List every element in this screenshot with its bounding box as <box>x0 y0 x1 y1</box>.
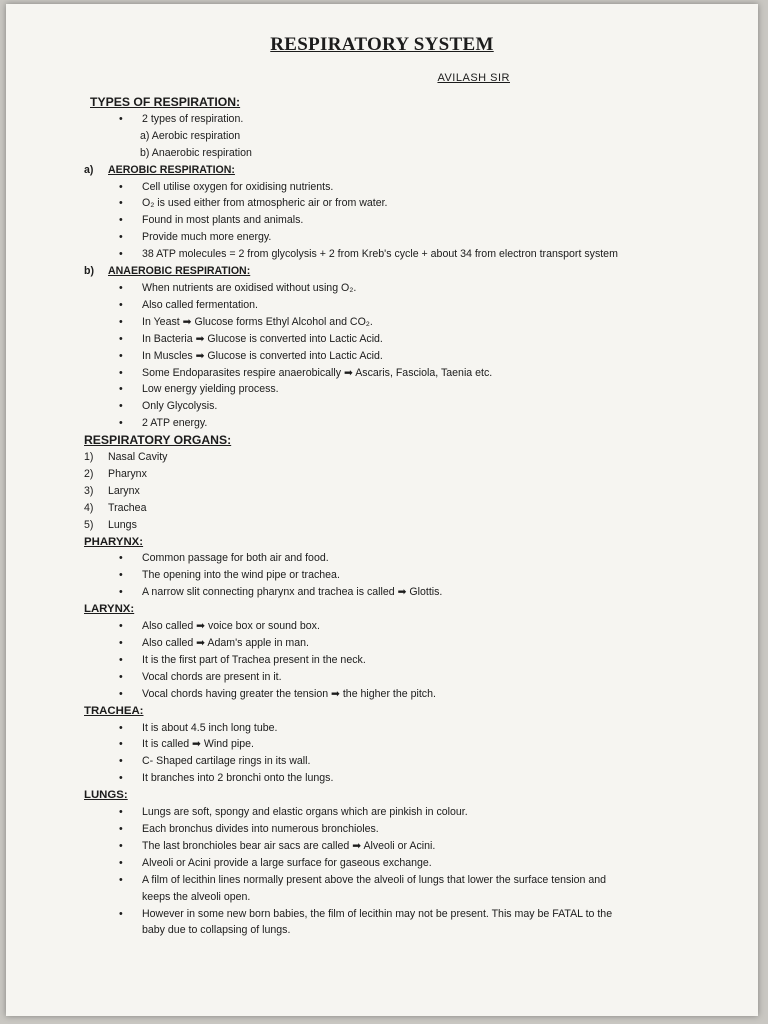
list-item: • Each bronchus divides into numerous bronchioles. <box>84 821 684 838</box>
list-item: a) Aerobic respiration <box>140 129 241 142</box>
list-item: • Cell utilise oxygen for oxidising nutrients. <box>84 179 684 196</box>
list-item: • A narrow slit connecting pharynx and trachea is called ➡ Glottis. <box>84 584 684 601</box>
list-item <box>84 483 684 500</box>
list-number: 4) <box>84 501 94 514</box>
list-number: 1) <box>84 451 94 464</box>
list-item-continuation: keeps the alveoli open. <box>142 890 251 903</box>
list-item: • However in some new born babies, the film of lecithin may not be present. This may be FATAL to the <box>84 906 684 923</box>
list-item <box>84 449 684 466</box>
list-item: • Provide much more energy. <box>84 229 684 246</box>
list-item <box>84 466 684 483</box>
list-item <box>84 500 684 517</box>
list-item: • 2 types of respiration. <box>84 111 684 128</box>
list-text: Trachea <box>108 501 147 514</box>
list-number: 3) <box>84 484 94 497</box>
list-item: • Low energy yielding process. <box>84 381 684 398</box>
list-item: • When nutrients are oxidised without using O₂. <box>84 280 684 297</box>
list-item: • In Bacteria ➡ Glucose is converted into Lactic Acid. <box>84 331 684 348</box>
list-text: Pharynx <box>108 467 147 480</box>
document-body <box>84 94 684 939</box>
heading-lungs: LUNGS: <box>84 789 128 802</box>
document-page <box>6 4 758 1016</box>
list-item: • Also called ➡ Adam's apple in man. <box>84 635 684 652</box>
list-item: • C- Shaped cartilage rings in its wall. <box>84 753 684 770</box>
section-letter: a) <box>84 163 94 176</box>
section-letter: b) <box>84 265 94 278</box>
heading-respiratory-organs: RESPIRATORY ORGANS: <box>84 433 232 448</box>
list-item: • Also called fermentation. <box>84 297 684 314</box>
list-item-continuation: baby due to collapsing of lungs. <box>142 924 291 937</box>
list-item: • Only Glycolysis. <box>84 398 684 415</box>
list-number: 2) <box>84 467 94 480</box>
list-item: • In Muscles ➡ Glucose is converted into Lactic Acid. <box>84 348 684 365</box>
list-item: • It is the first part of Trachea present in the neck. <box>84 652 684 669</box>
list-item: • In Yeast ➡ Glucose forms Ethyl Alcohol and CO₂. <box>84 314 684 331</box>
list-item: • Some Endoparasites respire anaerobically ➡ Ascaris, Fasciola, Taenia etc. <box>84 365 684 382</box>
list-item: • The last bronchioles bear air sacs are called ➡ Alveoli or Acini. <box>84 838 684 855</box>
heading-trachea: TRACHEA: <box>84 704 144 717</box>
heading-larynx: LARYNX: <box>84 603 135 616</box>
heading-types-of-respiration: TYPES OF RESPIRATION: <box>90 95 241 109</box>
page-title: RESPIRATORY SYSTEM <box>270 34 494 55</box>
heading-anaerobic-respiration <box>84 263 684 280</box>
list-item: • 2 ATP energy. <box>84 415 684 432</box>
list-item <box>84 517 684 534</box>
list-text: Nasal Cavity <box>108 451 168 464</box>
list-item: • Vocal chords having greater the tension ➡ the higher the pitch. <box>84 686 684 703</box>
list-item: • It is about 4.5 inch long tube. <box>84 720 684 737</box>
list-item: • Alveoli or Acini provide a large surface for gaseous exchange. <box>84 855 684 872</box>
list-item: • The opening into the wind pipe or trachea. <box>84 567 684 584</box>
list-item: • Also called ➡ voice box or sound box. <box>84 618 684 635</box>
list-item: • O₂ is used either from atmospheric air or from water. <box>84 195 684 212</box>
list-item: • 38 ATP molecules = 2 from glycolysis + 2 from Kreb's cycle + about 34 from electron transport system <box>84 246 684 263</box>
section-heading-text: ANAEROBIC RESPIRATION: <box>108 265 251 278</box>
list-item: • Common passage for both air and food. <box>84 550 684 567</box>
list-item: • Lungs are soft, spongy and elastic organs which are pinkish in colour. <box>84 804 684 821</box>
list-item: b) Anaerobic respiration <box>140 146 252 159</box>
heading-aerobic-respiration <box>84 162 684 179</box>
list-item: • Vocal chords are present in it. <box>84 669 684 686</box>
list-item: • It branches into 2 bronchi onto the lungs. <box>84 770 684 787</box>
heading-pharynx: PHARYNX: <box>84 535 144 548</box>
list-item: • It is called ➡ Wind pipe. <box>84 736 684 753</box>
list-text: Larynx <box>108 484 140 497</box>
section-heading-text: AEROBIC RESPIRATION: <box>108 163 235 176</box>
author-name: AVILASH SIR <box>437 72 510 84</box>
list-text: Lungs <box>108 518 137 531</box>
list-number: 5) <box>84 518 94 531</box>
list-item: • A film of lecithin lines normally present above the alveoli of lungs that lower the surface tension and <box>84 872 684 889</box>
list-item: • Found in most plants and animals. <box>84 212 684 229</box>
